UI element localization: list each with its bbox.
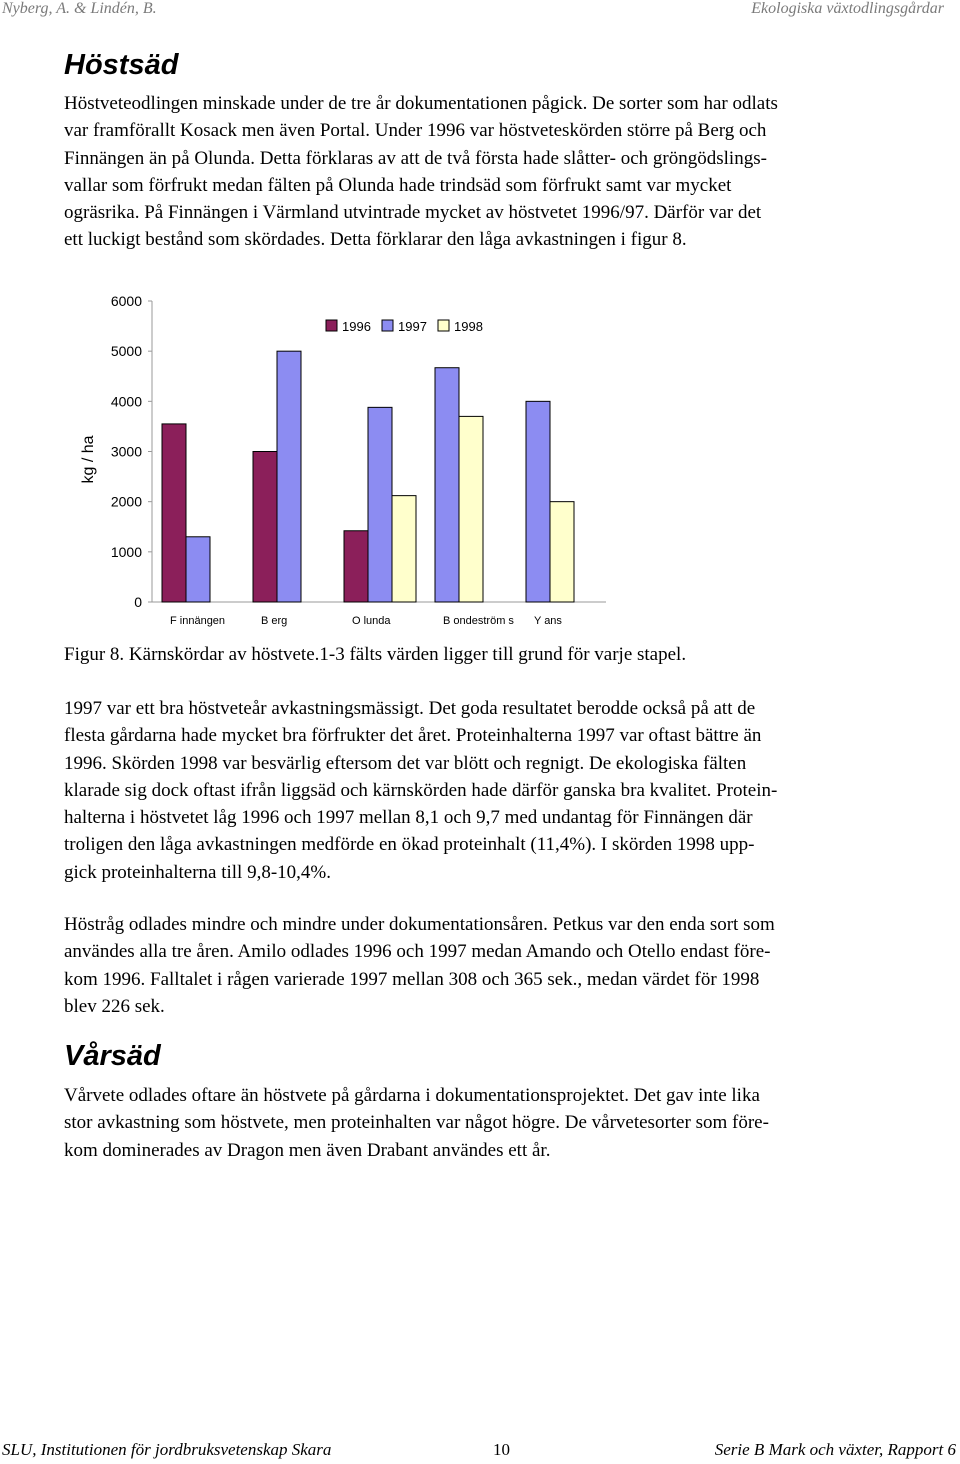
y-tick-label: 6000 (110, 293, 142, 309)
footer-page-number: 10 (493, 1440, 510, 1459)
y-tick-label: 1000 (110, 543, 142, 560)
page-footer (0, 1440, 960, 1464)
header-report-title: Ekologiska växtodlingsgårdar (751, 0, 944, 17)
x-category-label: F innängen (170, 615, 226, 627)
bar-olunda-1997 (368, 407, 392, 602)
footer-institution: SLU, Institutionen för jordbruksvetenskap Skara (2, 1440, 332, 1459)
bar-yans-1998 (550, 502, 574, 602)
figure-caption: Figur 8. Kärnskördar av höstvete.1-3 fälts värden ligger till grund för varje stapel. (64, 644, 687, 665)
legend-label-1998: 1998 (454, 319, 483, 334)
y-axis-label: kg / ha (80, 435, 97, 484)
bar-berg-1996 (253, 452, 277, 603)
y-tick-label: 2000 (110, 493, 142, 510)
paragraph-hostrag: Höstråg odlades mindre och mindre under dokumentationsåren. Petkus var den enda sort som användes alla tre åren. Amilo odlades 1996 och 1997 medan Amando och Otello endast före- kom 1996. Falltalet i rågen varierade 1997 mellan 308 och 365 sek., medan värdet för 1998 blev 226 sek. (64, 914, 775, 1017)
legend-label-1996: 1996 (342, 319, 371, 334)
y-tick-label: 5000 (110, 343, 142, 360)
paragraph-hostsad-intro: Höstveteodlingen minskade under de tre år dokumentationen pågick. De sorter som har odlats var framförallt Kosack men även Portal. Under 1996 var höstveteskörden större på Berg och Finnängen än på Olunda. Detta förklaras av att de två första hade slåtter- och gröngödslings- vallar som förfrukt medan fälten på Olunda hade trindsäd som förfrukt samt var mycket ogräsrika. På Finnängen i Värmland utvintrade mycket av höstvetet 1996/97. Därför var det ett luckigt bestånd som skördades. Detta förklarar den låga avkastningen i figur 8. (64, 93, 778, 251)
legend-label-1997: 1997 (398, 319, 427, 334)
bar-yans-1997 (526, 401, 550, 602)
legend-swatch-1998 (438, 320, 449, 331)
bar-chart-svg (0, 280, 640, 640)
legend-swatch-1997 (382, 320, 393, 331)
footer-series: Serie B Mark och växter, Rapport 6 (714, 1440, 956, 1459)
section-heading-varsad: Vårsäd (64, 1040, 161, 1072)
legend-swatch-1996 (326, 320, 337, 331)
x-category-label: B ondeström s (443, 615, 514, 627)
bar-olunda-1998 (392, 496, 416, 602)
y-tick-label: 0 (134, 594, 142, 610)
paragraph-varsad: Vårvete odlades oftare än höstvete på gårdarna i dokumentationsprojektet. Det gav inte lika stor avkastning som höstvete, men proteinhalten var något högre. De vårvetesorter som före- kom dominerades av Dragon men även Drabant användes ett år. (64, 1085, 769, 1161)
bar-finnängen-1996 (162, 424, 186, 602)
bar-bondeströms-1998 (459, 416, 483, 602)
section-heading-hostsad: Höstsäd (64, 49, 179, 81)
paragraph-hostsad-results: 1997 var ett bra höstveteår avkastningsmässigt. Det goda resultatet berodde också på att de flesta gårdarna hade mycket bra förfrukter det året. Proteinhalterna 1997 var oftast bättre än 1996. Skörden 1998 var besvärlig eftersom det var blött och regnigt. De ekologiska fälten klarade sig dock oftast ifrån liggsäd och kärnskörden hade därför ganska bra kvalitet. Protein- halterna i höstvetet låg 1996 och 1997 mellan 8,1 och 9,7 med undantag för Finnängen där troligen den låga avkastningen medförde en ökad proteinhalt (11,4%). I skörden 1998 upp- gick proteinhalterna till 9,8-10,4%. (64, 698, 778, 883)
bar-bondeströms-1997 (435, 368, 459, 602)
y-tick-label: 4000 (110, 393, 142, 410)
y-tick-label: 3000 (110, 443, 142, 460)
x-category-label: B erg (261, 615, 288, 627)
header-authors: Nyberg, A. & Lindén, B. (2, 0, 157, 17)
bar-berg-1997 (277, 351, 301, 602)
x-category-label: Y ans (534, 615, 562, 627)
x-category-label: O lunda (352, 615, 391, 627)
bar-olunda-1996 (344, 531, 368, 602)
running-header (0, 0, 960, 22)
figure-8-chart (0, 280, 640, 640)
bar-finnängen-1997 (186, 537, 210, 602)
